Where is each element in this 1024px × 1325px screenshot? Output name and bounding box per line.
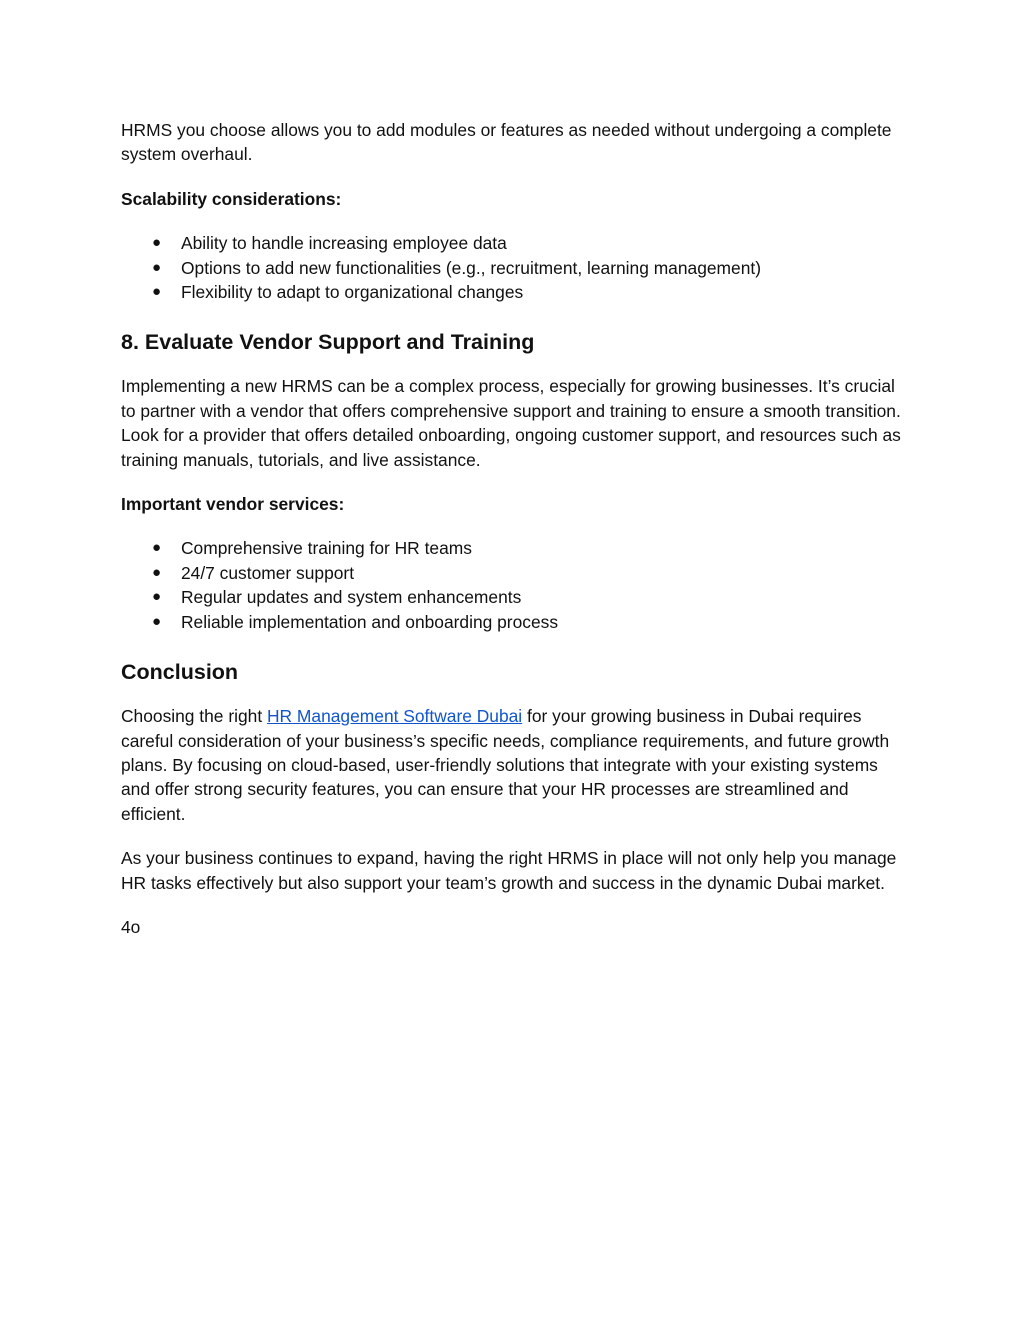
list-item-text: Options to add new functionalities (e.g., recruitment, learning management) (181, 257, 761, 278)
list-item (121, 231, 911, 255)
vendor-services-list (121, 536, 911, 634)
document-page (121, 118, 911, 939)
conclusion-paragraph-2: As your business continues to expand, having the right HRMS in place will not only help you manage HR tasks effectively but also support your team’s growth and success in the dynamic Dubai market. (121, 848, 897, 893)
list-item (121, 610, 911, 634)
bullet-icon: ● (152, 283, 162, 301)
list-item (121, 256, 911, 280)
list-item-text: 24/7 customer support (181, 562, 355, 583)
list-item-text: Flexibility to adapt to organizational changes (181, 282, 524, 303)
bullet-icon: ● (152, 234, 162, 252)
list-item (121, 536, 911, 560)
list-item-text: Comprehensive training for HR teams (181, 538, 472, 559)
list-item (121, 585, 911, 609)
section-8-heading: 8. Evaluate Vendor Support and Training (121, 330, 535, 355)
hr-software-link[interactable]: HR Management Software Dubai (266, 706, 523, 727)
scalability-list (121, 231, 911, 304)
list-item-text: Regular updates and system enhancements (181, 587, 522, 608)
bullet-icon: ● (152, 563, 162, 581)
conclusion-heading: Conclusion (121, 660, 239, 685)
bullet-icon: ● (152, 588, 162, 606)
intro-paragraph: HRMS you choose allows you to add modules or features as needed without undergoing a complete system overhaul. (121, 120, 892, 165)
vendor-services-label: Important vendor services: (121, 494, 345, 515)
conclusion-text-before-link: Choosing the right (121, 706, 267, 727)
scalability-label: Scalability considerations: (121, 188, 342, 209)
bullet-icon: ● (152, 612, 162, 630)
list-item-text: Ability to handle increasing employee data (181, 233, 507, 254)
conclusion-paragraph-1 (121, 704, 911, 826)
list-item-text: Reliable implementation and onboarding process (181, 611, 559, 632)
bullet-icon: ● (152, 539, 162, 557)
list-item (121, 561, 911, 585)
bullet-icon: ● (152, 258, 162, 276)
conclusion-text-after-link: for your growing business in Dubai requires careful consideration of your business’s specific needs, compliance requirements, and future growth plans. By focusing on cloud-based, user-friendly solutions that integrate with your existing systems and offer strong security features, you can ensure that your HR processes are streamlined and efficient. (121, 706, 890, 824)
footer-text: 4o (121, 916, 141, 937)
section-8-paragraph: Implementing a new HRMS can be a complex process, especially for growing businesses. It’s crucial to partner with a vendor that offers comprehensive support and training to ensure a smooth transition. Look for a provider that offers detailed onboarding, ongoing customer support, and resources such as training manuals, tutorials, and live assistance. (121, 376, 901, 470)
list-item (121, 280, 911, 304)
